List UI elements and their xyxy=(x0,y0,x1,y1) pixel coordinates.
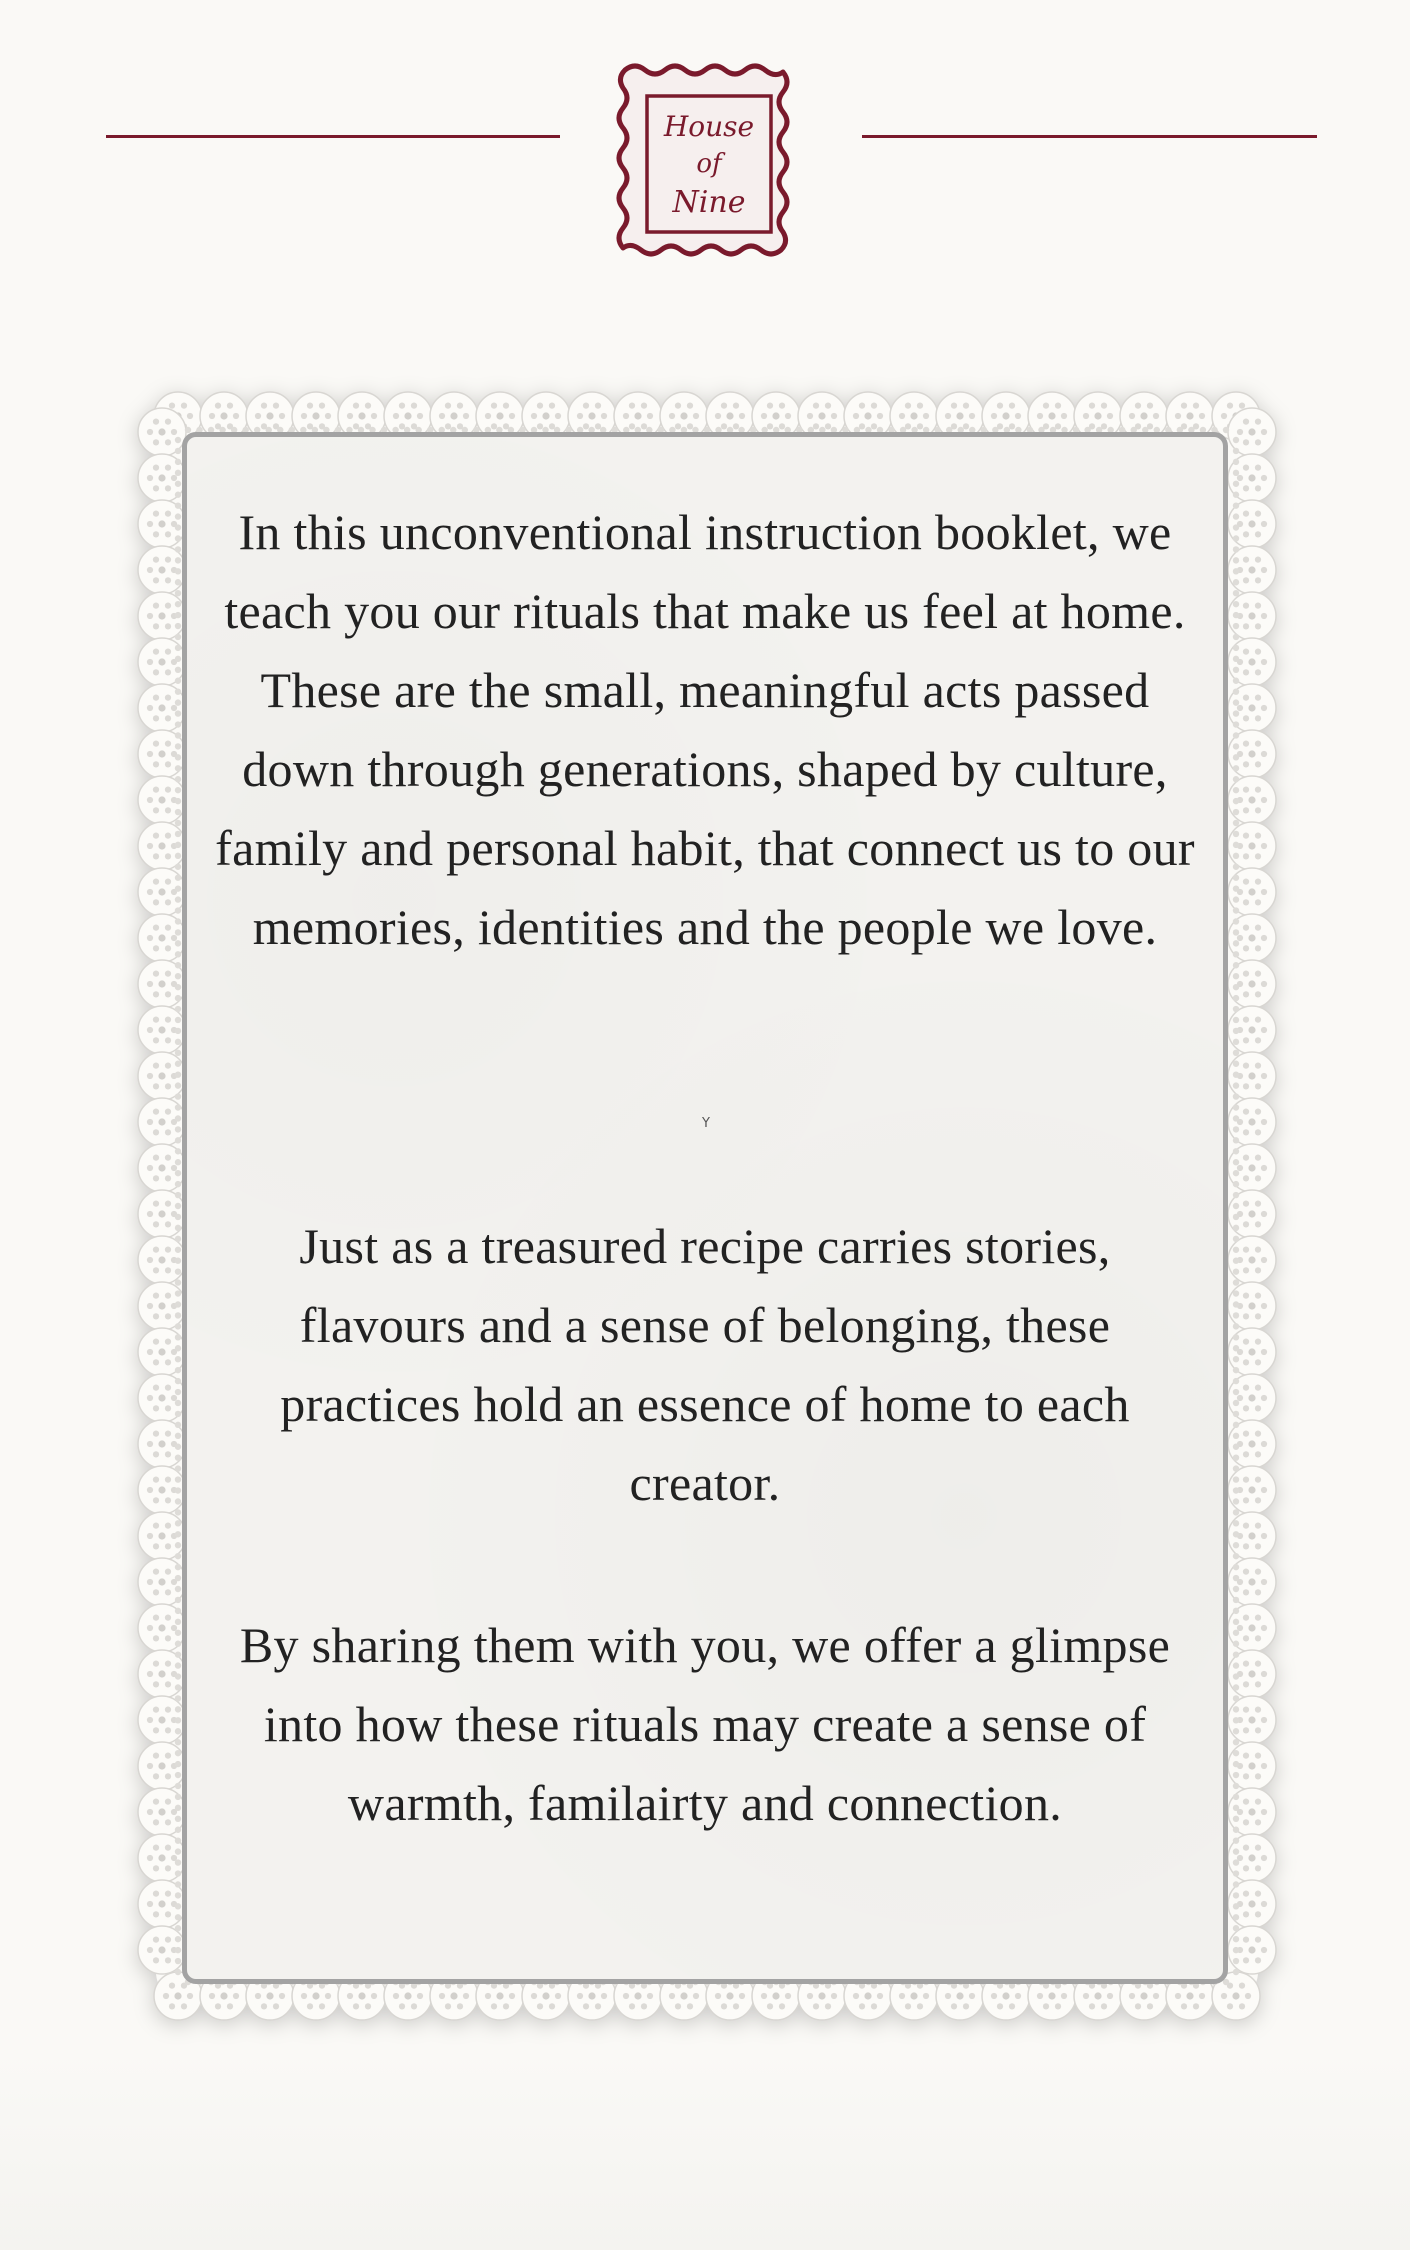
page-background xyxy=(0,2050,1410,2250)
logo-text-house: House xyxy=(663,110,755,143)
house-of-nine-logo xyxy=(603,52,815,274)
header-rule-left xyxy=(106,135,560,138)
recipe-paragraph: Just as a treasured recipe carries stories, flavours and a sense of belonging, these practices hold an essence of home to each creator. xyxy=(280,1218,1130,1511)
intro-paragraph: In this unconventional instruction booklet, we teach you our rituals that make us feel at home. These are the small, meaningful acts passed down through generations, shaped by culture, family and personal habit, that connect us to our memories, identities and the people we love. xyxy=(215,504,1195,955)
header-rule-right xyxy=(862,135,1317,138)
logo-text-nine: Nine xyxy=(672,185,746,220)
sharing-paragraph: By sharing them with you, we offer a glimpse into how these rituals may create a sense of warmth, familairty and connection. xyxy=(239,1617,1171,1831)
text-cursor-icon: Y xyxy=(702,1116,710,1131)
logo-text-of: of xyxy=(696,149,722,179)
